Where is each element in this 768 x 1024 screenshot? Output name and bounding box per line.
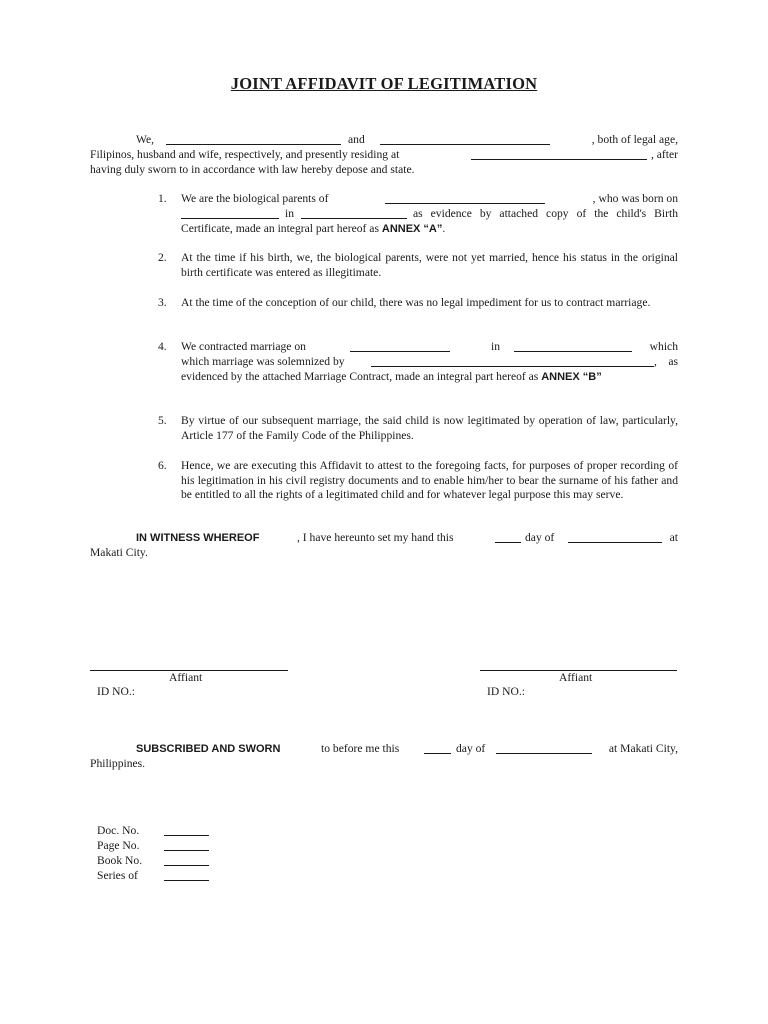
jurat-text1: to before me this [321,742,400,755]
affiant-2-id-label: ID NO.: [487,685,525,698]
witness-paragraph [90,531,678,561]
child-name-blank [385,192,545,204]
intro-we: We, [136,133,155,146]
jurat-text3: at Makati City, [608,742,678,755]
item4-part3: which marriage was solemnized by [181,355,345,368]
page-no-row [97,839,217,854]
document-title: JOINT AFFIDAVIT OF LEGITIMATION [230,74,538,93]
witness-text2: day of [525,531,555,544]
affiant-2-label: Affiant [559,671,593,684]
item1-part1: We are the biological parents of [181,192,329,205]
item4-part2: in [491,340,501,353]
list-item-4: 4. We contracted marriage on in which which marriage was solemnized by [158,340,678,368]
item-number: 4. [158,340,167,353]
witness-lead: IN WITNESS WHEREOF [136,532,260,544]
husband-name-blank [166,133,341,145]
item4-part1: We contracted marriage on [181,340,306,353]
jurat-paragraph [90,742,678,772]
intro-line2: Filipinos, husband and wife, respectively, and presently residing at [90,148,400,161]
annex-b-label: ANNEX “B” [541,370,602,383]
intro-line3: having duly sworn to in accordance with law hereby depose and state. [90,163,415,176]
item4-body [181,355,678,384]
list-item-3 [158,296,678,311]
item-text: By virtue of our subsequent marriage, the said child is now legitimated by operation of law, particularly, Article 177 of the Family Code of the Philippines. [181,414,678,442]
witness-text4: Makati City. [90,546,148,559]
series-of-blank [164,880,209,881]
marriage-date-blank [350,340,450,352]
jurat-lead: SUBSCRIBED AND SWORN [136,743,281,755]
list-item-5 [158,414,678,443]
jurat-month-blank [496,742,592,754]
witness-text1: , I have hereunto set my hand this [297,531,454,544]
wife-name-blank [380,133,550,145]
item4-part4: , as evidenced by the attached Marriage Contract, made an integral part hereof as [181,355,678,383]
affiant-1-label: Affiant [169,671,203,684]
page-no-blank [164,850,209,851]
item-number: 2. [158,251,167,264]
witness-month-blank [568,531,662,543]
item-number: 5. [158,414,167,427]
residence-blank [471,148,647,160]
item-text: At the time of the conception of our child, there was no legal impediment for us to contract marriage. [181,296,651,309]
list-item-6 [158,459,678,503]
book-no-blank [164,865,209,866]
item-number: 3. [158,296,167,309]
item-number: 1. [158,192,167,205]
book-no-label: Book No. [97,854,143,867]
affiant-1-id-label: ID NO.: [97,685,135,698]
intro-legal-age: , both of legal age, [591,133,678,146]
jurat-day-blank [424,742,451,754]
intro-after: , after [650,148,678,161]
doc-no-row [97,824,217,839]
annex-a-label: ANNEX “A” [381,222,443,235]
item1-body [181,207,678,236]
intro-and: and [348,133,365,146]
intro-paragraph [90,133,678,178]
doc-no-label: Doc. No. [97,824,140,837]
jurat-text4: Philippines. [90,757,146,770]
list-item-2 [158,251,678,280]
item1-end: . [442,221,446,235]
marriage-place-blank [514,340,632,352]
doc-no-blank [164,835,209,836]
page-no-label: Page No. [97,839,140,852]
series-of-label: Series of [97,869,138,882]
item1-part3: in [285,207,295,220]
jurat-text2: day of [456,742,486,755]
witness-day-blank [495,531,521,543]
witness-text3: at [669,531,678,544]
item1-part4: as evidence by attached copy of the child's Birth Certificate, made an integral part hereof as [181,207,678,235]
item-text: At the time if his birth, we, the biological parents, were not yet married, hence his status in the original birth certificate was entered as illegitimate. [181,251,678,279]
item-text: Hence, we are executing this Affidavit to attest to the foregoing facts, for purposes of proper recording of his legitimation in his civil registry documents and to enable him/her to bear the surname of his father and be entitled to all the rights of a legitimated child and for whatever legal purpose this may serve. [181,459,678,502]
series-of-row [97,869,217,884]
item1-part2: , who was born on [592,192,678,205]
book-no-row [97,854,217,869]
item-number: 6. [158,459,167,472]
